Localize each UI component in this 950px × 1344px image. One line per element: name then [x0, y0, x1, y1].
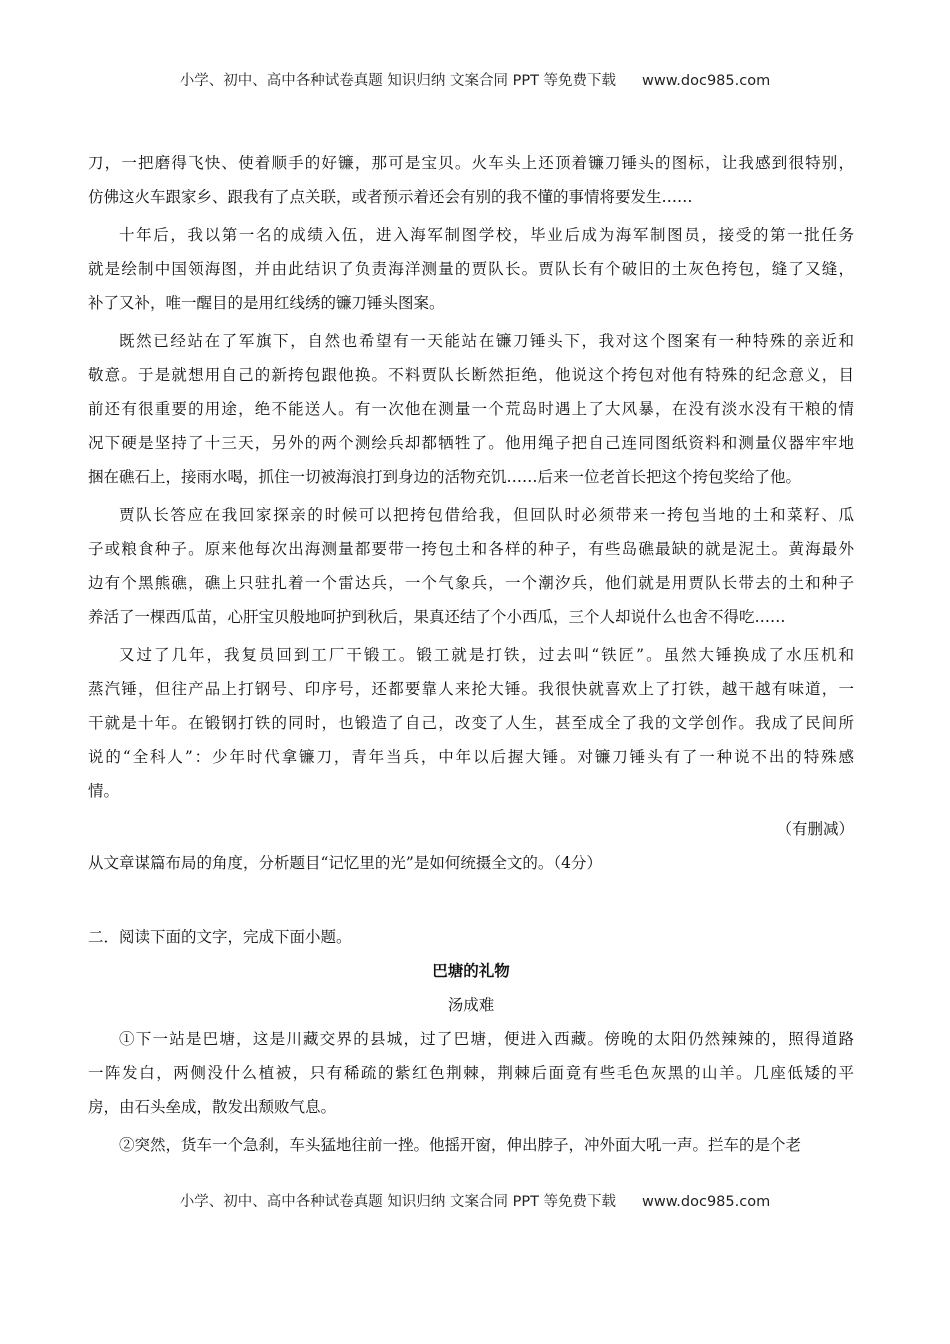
- text-line: 既然已经站在了军旗下，自然也希望有一天能站在镰刀锤头下，我对这个图案有一种特殊的亲近和: [119, 332, 854, 350]
- article-title: 巴塘的礼物: [432, 961, 510, 980]
- article-part1: [88, 150, 854, 812]
- text-line: 十年后，我以第一名的成绩入伍，进入海军制图学校，毕业后成为海军制图员，接受的第一批任务: [119, 226, 854, 244]
- text-line: 补了又补，唯一醒目的是用红线绣的镰刀锤头图案。: [88, 294, 445, 312]
- text-line: ②突然，货车一个急刹，车头猛地往前一挫。他摇开窗，伸出脖子，冲外面大吼一声。拦车的是个老: [119, 1136, 802, 1154]
- text-line: 说的“全科人”：少年时代拿镰刀，青年当兵，中年以后握大锤。对镰刀锤头有了一种说不出的特殊感: [88, 748, 854, 766]
- text-line: 情。: [88, 782, 120, 800]
- article-part2: [88, 1026, 854, 1166]
- abridged-note: （有删减）: [776, 820, 854, 838]
- paragraph: [88, 328, 854, 498]
- page-footer: [0, 1190, 950, 1211]
- paragraph: [88, 502, 854, 638]
- paragraph: [88, 222, 854, 324]
- text-line: 况下硬是坚持了十三天，另外的两个测绘兵却都牺牲了。他用绳子把自己连同图纸资料和测量仪器牢牢地: [88, 434, 854, 452]
- article-author: 汤成难: [447, 996, 495, 1014]
- text-line: ①下一站是巴塘，这是川藏交界的县城，过了巴塘，便进入西藏。傍晚的太阳仍然辣辣的，照得道路: [119, 1030, 854, 1048]
- paragraph: [88, 642, 854, 812]
- text-line: 前还有很重要的用途，绝不能送人。有一次他在测量一个荒岛时遇上了大风暴，在没有淡水没有干粮的情: [88, 400, 854, 418]
- text-line: 蒸汽锤，但往产品上打钢号、印序号，还都要靠人来抡大锤。我很快就喜欢上了打铁，越干越有味道，一: [88, 680, 854, 698]
- document-body: [88, 150, 854, 1170]
- text-line: 就是绘制中国领海图，并由此结识了负责海洋测量的贾队长。贾队长有个破旧的土灰色挎包，缝了又缝，: [88, 260, 854, 278]
- text-line: 捆在礁石上，接雨水喝，抓住一切被海浪打到身边的活物充饥……后来一位老首长把这个挎包奖给了他。: [88, 468, 802, 486]
- text-line: 仿佛这火车跟家乡、跟我有了点关联，或者预示着还会有别的我不懂的事情将要发生……: [88, 188, 693, 206]
- text-line: 敬意。于是就想用自己的新挎包跟他换。不料贾队长断然拒绝，他说这个挎包对他有特殊的纪念意义，目: [88, 366, 854, 384]
- page-header: [0, 69, 950, 90]
- section-heading: 二．阅读下面的文字，完成下面小题。: [88, 928, 352, 946]
- header-url[interactable]: www.doc985.com: [642, 73, 771, 89]
- paragraph: [88, 1026, 854, 1128]
- header-text: 小学、初中、高中各种试卷真题 知识归纳 文案合同 PPT 等免费下载: [179, 73, 617, 89]
- question-text: 从文章谋篇布局的角度，分析题目“记忆里的光”是如何统摄全文的。（4分）: [88, 854, 602, 872]
- text-line: 子或粮食种子。原来他每次出海测量都要带一挎包土和各样的种子，有些岛礁最缺的就是泥土。黄海最外: [88, 540, 854, 558]
- paragraph: [88, 1132, 854, 1166]
- text-line: 干就是十年。在锻钢打铁的同时，也锻造了自己，改变了人生，甚至成全了我的文学创作。我成了民间所: [88, 714, 854, 732]
- text-line: 又过了几年，我复员回到工厂干锻工。锻工就是打铁，过去叫“铁匠”。虽然大锤换成了水压机和: [119, 646, 854, 664]
- text-line: 一阵发白，两侧没什么植被，只有稀疏的紫红色荆棘，荆棘后面竟有些毛色灰黑的山羊。几座低矮的平: [88, 1064, 854, 1082]
- paragraph: [88, 150, 854, 218]
- footer-text: 小学、初中、高中各种试卷真题 知识归纳 文案合同 PPT 等免费下载: [179, 1194, 617, 1210]
- text-line: 贾队长答应在我回家探亲的时候可以把挎包借给我，但回队时必须带来一挎包当地的土和菜籽、瓜: [119, 506, 854, 524]
- text-line: 养活了一棵西瓜苗，心肝宝贝般地呵护到秋后，果真还结了个小西瓜，三个人却说什么也舍不得吃……: [88, 608, 786, 626]
- text-line: 刀，一把磨得飞快、使着顺手的好镰，那可是宝贝。火车头上还顶着镰刀锤头的图标，让我感到很特别，: [88, 154, 854, 172]
- text-line: 边有个黑熊礁，礁上只驻扎着一个雷达兵，一个气象兵，一个潮汐兵，他们就是用贾队长带去的土和种子: [88, 574, 854, 592]
- text-line: 房，由石头垒成，散发出颓败气息。: [88, 1098, 337, 1116]
- footer-url[interactable]: www.doc985.com: [642, 1194, 771, 1210]
